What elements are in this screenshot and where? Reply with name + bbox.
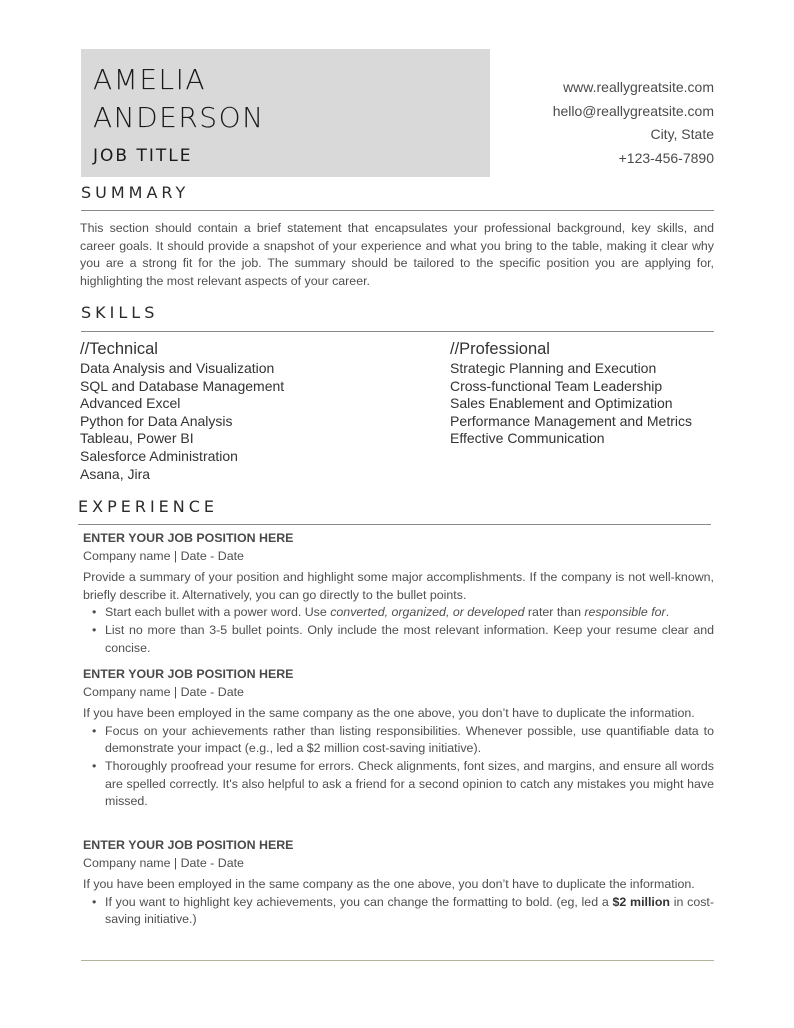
first-name: AMELIA bbox=[93, 63, 207, 96]
skill-item: Python for Data Analysis bbox=[80, 412, 233, 429]
bullet-text: in cost-saving initiative.) bbox=[105, 894, 714, 927]
bullet-text: Start each bullet with a power word. Use bbox=[105, 605, 331, 620]
skill-item: Asana, Jira bbox=[80, 465, 151, 482]
skill-item: Sales Enablement and Optimization bbox=[450, 395, 673, 412]
technical-skills bbox=[80, 339, 420, 483]
job-company: Company name | Date - Date bbox=[83, 548, 244, 563]
job-bullet: • List no more than 3-5 bullet points. Only include the most relevant information. Keep your resume clear and concise. bbox=[105, 622, 714, 657]
footer-divider bbox=[81, 960, 714, 961]
bullet-emphasis: responsible for bbox=[584, 605, 666, 620]
job-entry-1 bbox=[83, 530, 714, 657]
experience-divider bbox=[78, 524, 711, 525]
professional-skills-title: //Professional bbox=[450, 340, 550, 358]
contact-email: hello@reallygreatsite.com bbox=[552, 102, 714, 119]
name-header-box bbox=[81, 49, 490, 177]
job-bullets bbox=[105, 604, 714, 657]
job-bullet: • Focus on your achievements rather than listing responsibilities. Whenever possible, use quantifiable data to demonstrate your impact (e.g., led a $2 million cost-saving initiative). bbox=[105, 723, 714, 758]
technical-skills-title: //Technical bbox=[80, 340, 158, 358]
skills-heading: SKILLS bbox=[81, 303, 159, 322]
professional-skills bbox=[450, 339, 714, 448]
skill-item: Salesforce Administration bbox=[80, 447, 238, 464]
skill-item: Tableau, Power BI bbox=[80, 430, 194, 447]
last-name: ANDERSON bbox=[93, 101, 265, 134]
skills-divider bbox=[81, 331, 714, 332]
job-description: If you have been employed in the same company as the one above, you don’t have to duplicate the information. bbox=[83, 877, 695, 892]
summary-divider bbox=[81, 210, 714, 211]
job-description: If you have been employed in the same company as the one above, you don’t have to duplicate the information. bbox=[83, 706, 695, 721]
skill-item: Effective Communication bbox=[450, 430, 605, 447]
skill-item: Performance Management and Metrics bbox=[450, 412, 692, 429]
bullet-text: rater than bbox=[524, 605, 585, 620]
skill-item: Data Analysis and Visualization bbox=[80, 360, 275, 376]
summary-heading: SUMMARY bbox=[81, 183, 190, 202]
bullet-emphasis: converted, organized, or developed bbox=[330, 605, 525, 620]
job-company: Company name | Date - Date bbox=[83, 684, 244, 699]
bullet-bold: $2 million bbox=[612, 894, 670, 909]
full-name bbox=[93, 61, 265, 137]
bullet-text: If you want to highlight key achievements, you can change the formatting to bold. (eg, led a bbox=[105, 894, 613, 909]
job-position: ENTER YOUR JOB POSITION HERE bbox=[83, 531, 294, 545]
skill-item: Strategic Planning and Execution bbox=[450, 360, 657, 376]
skill-item: Cross-functional Team Leadership bbox=[450, 377, 663, 394]
job-position: ENTER YOUR JOB POSITION HERE bbox=[83, 838, 294, 852]
summary-text: This section should contain a brief statement that encapsulates your professional background, key skills, and career goals. It should provide a snapshot of your experience and what you bring to the table, making it clear why you are a strong fit for the job. The summary should be tailored to the specific position you are applying for, highlighting the most relevant aspects of your career. bbox=[80, 221, 714, 288]
contact-website: www.reallygreatsite.com bbox=[563, 79, 714, 95]
skill-item: SQL and Database Management bbox=[80, 377, 285, 394]
job-bullet bbox=[105, 604, 714, 622]
job-title: JOB TITLE bbox=[93, 146, 193, 166]
skill-item: Advanced Excel bbox=[80, 395, 181, 412]
bullet-text: . bbox=[665, 605, 670, 620]
contact-info bbox=[553, 76, 714, 170]
job-bullet: • Thoroughly proofread your resume for errors. Check alignments, font sizes, and margins, and ensure all words are spelled correctly. It's also helpful to ask a friend for a second opinion to catch any mistakes you might have missed. bbox=[105, 758, 714, 811]
job-bullet bbox=[105, 894, 714, 929]
job-bullets bbox=[105, 894, 714, 929]
job-description: Provide a summary of your position and highlight some major accomplishments. If the company is not well-known, briefly describe it. Alternatively, you can go directly to the bullet points. bbox=[83, 570, 714, 602]
contact-phone: +123-456-7890 bbox=[618, 149, 714, 166]
job-entry-2 bbox=[83, 666, 714, 811]
job-entry-3 bbox=[83, 837, 714, 929]
job-position: ENTER YOUR JOB POSITION HERE bbox=[83, 667, 294, 681]
experience-heading: EXPERIENCE bbox=[78, 497, 219, 516]
job-company: Company name | Date - Date bbox=[83, 855, 244, 870]
contact-location: City, State bbox=[650, 126, 714, 142]
job-bullets bbox=[105, 723, 714, 811]
